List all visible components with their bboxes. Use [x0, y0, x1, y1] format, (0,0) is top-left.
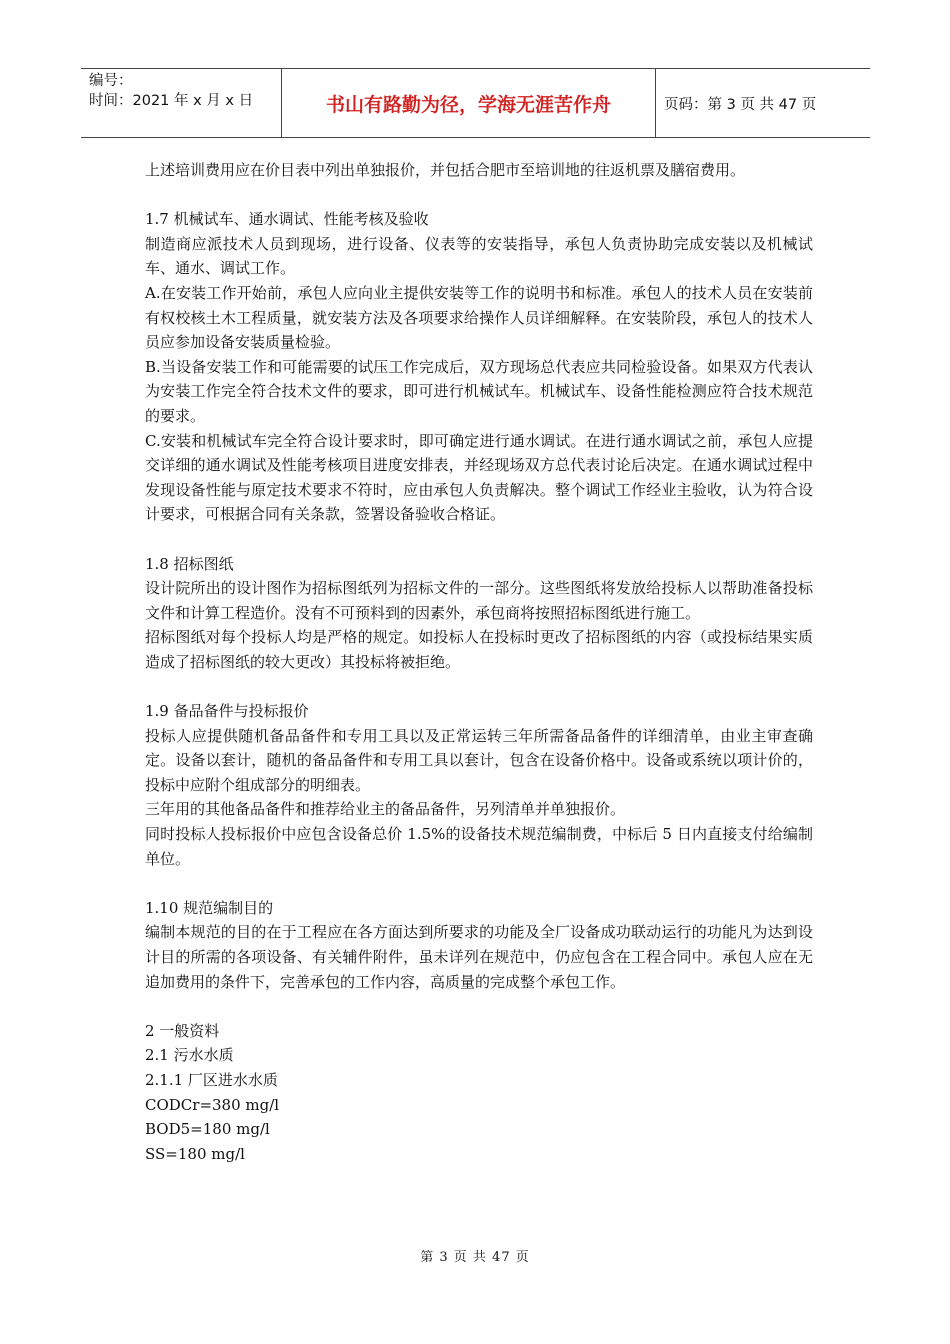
paragraph: 招标图纸对每个投标人均是严格的规定。如投标人在投标时更改了招标图纸的内容（或投标结果实质造成了招标图纸的较大更改）其投标将被拒绝。: [145, 628, 813, 671]
document-header: [81, 68, 870, 138]
document-body: [145, 158, 813, 1166]
paragraph-gap: [145, 994, 813, 1019]
paragraph: B.当设备安装工作和可能需要的试压工作完成后，双方现场总代表应共同检验设备。如果双方代表认为安装工作完全符合技术文件的要求，即可进行机械试车。机械试车、设备性能检测应符合技术规范的要求。: [145, 357, 813, 425]
paragraph-gap: [145, 527, 813, 552]
paragraph: 2.1 污水水质: [145, 1046, 234, 1065]
paragraph: 编制本规范的目的在于工程应在各方面达到所要求的功能及全厂设备成功联动运行的功能凡为达到设计目的所需的各项设备、有关辅件附件，虽未详列在规范中，仍应包含在工程合同中。承包人应在无追加费用的条件下，完善承包的工作内容，高质量的完成整个承包工作。: [145, 923, 813, 991]
paragraph: 同时投标人投标报价中应包含设备总价 1.5%的设备技术规范编制费，中标后 5 日内直接支付给编制单位。: [145, 825, 813, 868]
paragraph: 上述培训费用应在价目表中列出单独报价，并包括合肥市至培训地的往返机票及膳宿费用。: [145, 161, 746, 179]
paragraph: 2 一般资料: [145, 1021, 220, 1040]
paragraph: BOD5=180 mg/l: [145, 1120, 270, 1139]
paragraph: 2.1.1 厂区进水水质: [145, 1070, 278, 1089]
page-footer: 第 3 页 共 47 页: [420, 1250, 530, 1265]
paragraph: 设计院所出的设计图作为招标图纸列为招标文件的一部分。这些图纸将发放给投标人以帮助准备投标文件和计算工程造价。没有不可预料到的因素外，承包商将按照招标图纸进行施工。: [145, 579, 813, 622]
paragraph-gap: [145, 871, 813, 896]
paragraph-gap: [145, 183, 813, 208]
paragraph: 1.7 机械试车、通水调试、性能考核及验收: [145, 210, 429, 229]
paragraph: 三年用的其他备品备件和推荐给业主的备品备件，另列清单并单独报价。: [145, 800, 626, 819]
paragraph: 1.8 招标图纸: [145, 554, 234, 573]
header-motto: 书山有路勤为径，学海无涯苦作舟: [282, 69, 656, 137]
header-page-info: 页码：第 3 页 共 47 页: [664, 96, 817, 113]
paragraph: A.在安装工作开始前，承包人应向业主提供安装等工作的说明书和标准。承包人的技术人员在安装前有权校核土木工程质量，就安装方法及各项要求给操作人员详细解释。在安装阶段，承包人的技术人员应参加设备安装质量检验。: [145, 283, 813, 352]
paragraph: SS=180 mg/l: [145, 1144, 245, 1163]
paragraph: 1.10 规范编制目的: [145, 898, 274, 917]
header-code-label: 编号：: [89, 73, 133, 89]
header-date-label: 时间：2021 年 x 月 x 日: [89, 93, 254, 109]
paragraph: 1.9 备品备件与投标报价: [145, 702, 309, 721]
paragraph: C.安装和机械试车完全符合设计要求时，即可确定进行通水调试。在进行通水调试之前，承包人应提交详细的通水调试及性能考核项目进度安排表，并经现场双方总代表讨论后决定。在通水调试过程中发现设备性能与原定技术要求不符时，应由承包人负责解决。整个调试工作经业主验收，认为符合设计要求，可根据合同有关条款，签署设备验收合格证。: [145, 431, 813, 524]
paragraph-gap: [145, 674, 813, 699]
paragraph: CODCr=380 mg/l: [145, 1095, 280, 1114]
header-meta: [81, 69, 282, 137]
paragraph: 制造商应派技术人员到现场，进行设备、仪表等的安装指导，承包人负责协助完成安装以及机械试车、通水、调试工作。: [145, 234, 813, 278]
paragraph: 投标人应提供随机备品备件和专用工具以及正常运转三年所需备品备件的详细清单，由业主审查确定。设备以套计，随机的备品备件和专用工具以套计，包含在设备价格中。设备或系统以项计价的，投标中应附个组成部分的明细表。: [145, 726, 813, 794]
